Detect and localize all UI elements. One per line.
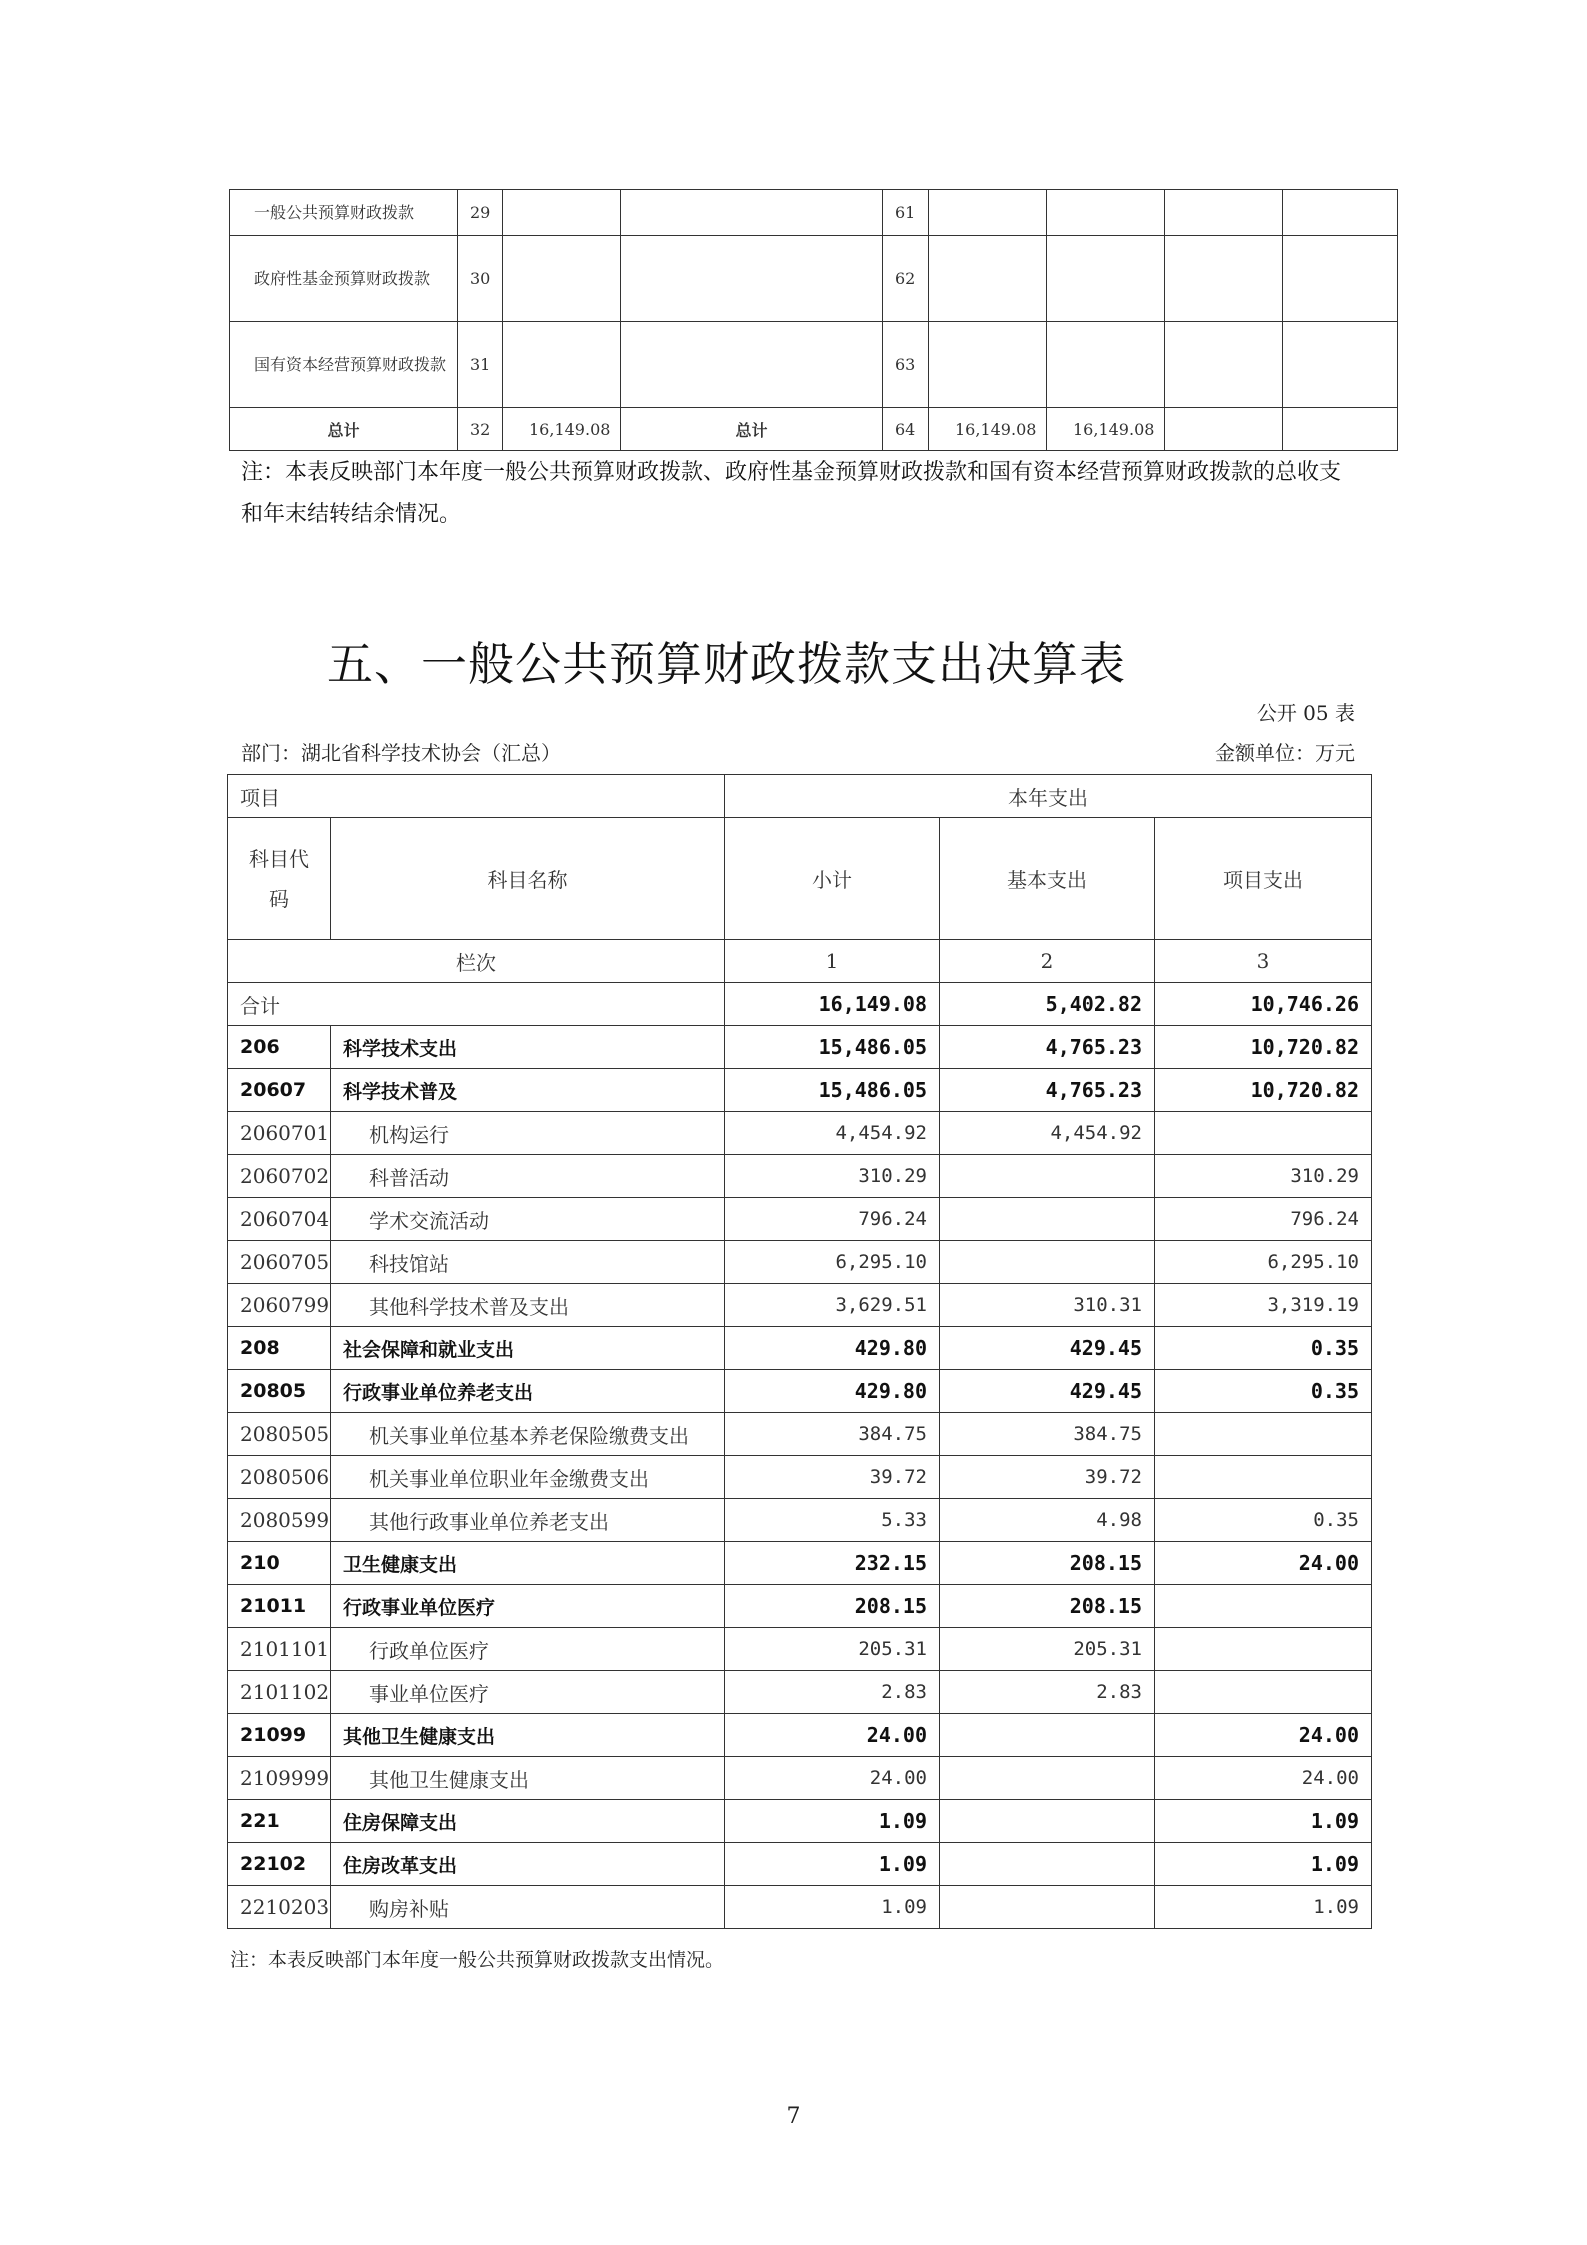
row-subtotal: 3,629.51 bbox=[725, 1284, 940, 1327]
grand-total-subtotal: 16,149.08 bbox=[725, 983, 940, 1026]
row-project: 10,720.82 bbox=[1155, 1026, 1372, 1069]
table-header bbox=[228, 775, 1372, 1026]
row-basic: 4,765.23 bbox=[940, 1026, 1155, 1069]
header-name: 科目名称 bbox=[331, 818, 725, 940]
row-code: 206 bbox=[228, 1026, 331, 1069]
table-body bbox=[228, 1026, 1372, 1929]
income-expenditure-table-continued bbox=[229, 189, 1398, 451]
total-cell bbox=[1283, 408, 1398, 451]
row-cell bbox=[1283, 322, 1398, 408]
grand-total-label: 合计 bbox=[228, 983, 725, 1026]
total-label-right: 总计 bbox=[621, 408, 883, 451]
row-subtotal: 24.00 bbox=[725, 1714, 940, 1757]
row-name: 政府性基金预算财政拨款 bbox=[230, 236, 458, 322]
row-subtotal: 15,486.05 bbox=[725, 1069, 940, 1112]
header-this-year: 本年支出 bbox=[725, 775, 1372, 818]
row-basic: 208.15 bbox=[940, 1585, 1155, 1628]
row-name: 学术交流活动 bbox=[331, 1198, 725, 1241]
row-name-right bbox=[621, 322, 883, 408]
row-name-right bbox=[621, 190, 883, 236]
table-row bbox=[228, 1413, 1372, 1456]
table-row bbox=[228, 1155, 1372, 1198]
row-name: 住房保障支出 bbox=[331, 1800, 725, 1843]
row-subtotal: 1.09 bbox=[725, 1800, 940, 1843]
table-row bbox=[228, 1069, 1372, 1112]
row-project: 0.35 bbox=[1155, 1370, 1372, 1413]
row-basic: 384.75 bbox=[940, 1413, 1155, 1456]
grand-total-project: 10,746.26 bbox=[1155, 983, 1372, 1026]
row-code: 2060704 bbox=[228, 1198, 331, 1241]
row-cell bbox=[929, 190, 1047, 236]
row-cell bbox=[1047, 190, 1165, 236]
row-subtotal: 5.33 bbox=[725, 1499, 940, 1542]
row-basic bbox=[940, 1800, 1155, 1843]
row-number-right: 62 bbox=[883, 236, 929, 322]
expenditure-table bbox=[227, 774, 1372, 1929]
row-name-right bbox=[621, 236, 883, 322]
table-row bbox=[228, 1198, 1372, 1241]
row-subtotal: 429.80 bbox=[725, 1370, 940, 1413]
row-basic bbox=[940, 1843, 1155, 1886]
row-number-right: 63 bbox=[883, 322, 929, 408]
total-row-number: 32 bbox=[458, 408, 503, 451]
row-basic bbox=[940, 1714, 1155, 1757]
row-code: 21011 bbox=[228, 1585, 331, 1628]
table-row bbox=[228, 1112, 1372, 1155]
row-basic: 2.83 bbox=[940, 1671, 1155, 1714]
row-subtotal: 39.72 bbox=[725, 1456, 940, 1499]
table-row bbox=[230, 322, 1398, 408]
table-row bbox=[228, 1628, 1372, 1671]
row-cell bbox=[1283, 236, 1398, 322]
column-number-row bbox=[228, 940, 1372, 983]
grand-total-basic: 5,402.82 bbox=[940, 983, 1155, 1026]
row-amount bbox=[503, 190, 621, 236]
header-code: 科目代码 bbox=[228, 818, 331, 940]
table-row bbox=[228, 1714, 1372, 1757]
row-cell bbox=[929, 236, 1047, 322]
row-subtotal: 232.15 bbox=[725, 1542, 940, 1585]
table-note: 注：本表反映部门本年度一般公共预算财政拨款、政府性基金预算财政拨款和国有资本经营预算财政拨款的总收支和年末结转结余情况。 bbox=[241, 460, 1342, 527]
row-basic: 429.45 bbox=[940, 1370, 1155, 1413]
row-name: 一般公共预算财政拨款 bbox=[230, 190, 458, 236]
row-code: 2101101 bbox=[228, 1628, 331, 1671]
row-project bbox=[1155, 1628, 1372, 1671]
row-code: 221 bbox=[228, 1800, 331, 1843]
table-row bbox=[228, 1585, 1372, 1628]
row-project: 796.24 bbox=[1155, 1198, 1372, 1241]
row-name: 其他卫生健康支出 bbox=[331, 1714, 725, 1757]
row-project: 24.00 bbox=[1155, 1714, 1372, 1757]
total-row bbox=[230, 408, 1398, 451]
row-project: 310.29 bbox=[1155, 1155, 1372, 1198]
row-name: 科普活动 bbox=[331, 1155, 725, 1198]
row-project bbox=[1155, 1456, 1372, 1499]
row-number: 29 bbox=[458, 190, 503, 236]
row-subtotal: 1.09 bbox=[725, 1886, 940, 1929]
table-row bbox=[228, 1499, 1372, 1542]
page-number: 7 bbox=[786, 2104, 801, 2129]
total-label: 总计 bbox=[230, 408, 458, 451]
row-code: 20805 bbox=[228, 1370, 331, 1413]
row-code: 21099 bbox=[228, 1714, 331, 1757]
row-project: 24.00 bbox=[1155, 1542, 1372, 1585]
total-row-number-right: 64 bbox=[883, 408, 929, 451]
row-name: 住房改革支出 bbox=[331, 1843, 725, 1886]
row-project bbox=[1155, 1413, 1372, 1456]
row-cell bbox=[1047, 236, 1165, 322]
row-code: 210 bbox=[228, 1542, 331, 1585]
row-basic bbox=[940, 1241, 1155, 1284]
column-number: 1 bbox=[725, 940, 940, 983]
row-name: 其他科学技术普及支出 bbox=[331, 1284, 725, 1327]
row-project bbox=[1155, 1585, 1372, 1628]
table-row bbox=[228, 1886, 1372, 1929]
row-project: 1.09 bbox=[1155, 1800, 1372, 1843]
row-code: 2060705 bbox=[228, 1241, 331, 1284]
row-name: 国有资本经营预算财政拨款 bbox=[230, 322, 458, 408]
row-name: 机关事业单位基本养老保险缴费支出 bbox=[331, 1413, 725, 1456]
table-row bbox=[228, 1757, 1372, 1800]
page-title: 五、一般公共预算财政拨款支出决算表 bbox=[327, 637, 1126, 691]
row-code: 20607 bbox=[228, 1069, 331, 1112]
header-item: 项目 bbox=[228, 775, 725, 818]
row-code: 2060799 bbox=[228, 1284, 331, 1327]
row-project: 0.35 bbox=[1155, 1327, 1372, 1370]
row-code: 2080599 bbox=[228, 1499, 331, 1542]
table-row bbox=[228, 1370, 1372, 1413]
row-subtotal: 4,454.92 bbox=[725, 1112, 940, 1155]
row-subtotal: 2.83 bbox=[725, 1671, 940, 1714]
row-name: 其他行政事业单位养老支出 bbox=[331, 1499, 725, 1542]
row-code: 2101102 bbox=[228, 1671, 331, 1714]
row-name: 科学技术普及 bbox=[331, 1069, 725, 1112]
unit-label: 金额单位：万元 bbox=[1215, 741, 1355, 765]
row-name: 卫生健康支出 bbox=[331, 1542, 725, 1585]
row-cell bbox=[1283, 190, 1398, 236]
row-name: 事业单位医疗 bbox=[331, 1671, 725, 1714]
row-cell bbox=[929, 322, 1047, 408]
row-cell bbox=[1165, 322, 1283, 408]
row-subtotal: 796.24 bbox=[725, 1198, 940, 1241]
table-row bbox=[228, 1241, 1372, 1284]
row-code: 2109999 bbox=[228, 1757, 331, 1800]
row-number: 31 bbox=[458, 322, 503, 408]
table-row bbox=[228, 1284, 1372, 1327]
top-table-body bbox=[230, 190, 1398, 451]
row-basic bbox=[940, 1757, 1155, 1800]
row-subtotal: 15,486.05 bbox=[725, 1026, 940, 1069]
row-basic: 4,765.23 bbox=[940, 1069, 1155, 1112]
total-cell bbox=[1165, 408, 1283, 451]
table-row bbox=[228, 1456, 1372, 1499]
row-amount bbox=[503, 322, 621, 408]
row-number-right: 61 bbox=[883, 190, 929, 236]
row-subtotal: 208.15 bbox=[725, 1585, 940, 1628]
total-amount: 16,149.08 bbox=[503, 408, 621, 451]
row-subtotal: 429.80 bbox=[725, 1327, 940, 1370]
row-subtotal: 6,295.10 bbox=[725, 1241, 940, 1284]
row-project: 6,295.10 bbox=[1155, 1241, 1372, 1284]
grand-total-row bbox=[228, 983, 1372, 1026]
table-row bbox=[228, 1542, 1372, 1585]
total-cell: 16,149.08 bbox=[929, 408, 1047, 451]
row-code: 2060702 bbox=[228, 1155, 331, 1198]
row-code: 2210203 bbox=[228, 1886, 331, 1929]
header-basic: 基本支出 bbox=[940, 818, 1155, 940]
row-code: 2060701 bbox=[228, 1112, 331, 1155]
row-name: 机关事业单位职业年金缴费支出 bbox=[331, 1456, 725, 1499]
table-row bbox=[230, 190, 1398, 236]
table-row bbox=[228, 1026, 1372, 1069]
row-basic: 205.31 bbox=[940, 1628, 1155, 1671]
row-name: 科学技术支出 bbox=[331, 1026, 725, 1069]
row-project: 10,720.82 bbox=[1155, 1069, 1372, 1112]
row-code: 2080506 bbox=[228, 1456, 331, 1499]
row-name: 机构运行 bbox=[331, 1112, 725, 1155]
row-subtotal: 1.09 bbox=[725, 1843, 940, 1886]
row-basic: 4,454.92 bbox=[940, 1112, 1155, 1155]
row-project: 1.09 bbox=[1155, 1843, 1372, 1886]
row-name: 行政事业单位医疗 bbox=[331, 1585, 725, 1628]
row-code: 208 bbox=[228, 1327, 331, 1370]
row-basic: 310.31 bbox=[940, 1284, 1155, 1327]
row-name: 行政事业单位养老支出 bbox=[331, 1370, 725, 1413]
table-row bbox=[228, 1800, 1372, 1843]
row-subtotal: 205.31 bbox=[725, 1628, 940, 1671]
row-cell bbox=[1165, 190, 1283, 236]
row-basic: 208.15 bbox=[940, 1542, 1155, 1585]
row-subtotal: 384.75 bbox=[725, 1413, 940, 1456]
column-number: 2 bbox=[940, 940, 1155, 983]
row-cell bbox=[1047, 322, 1165, 408]
header-subtotal: 小计 bbox=[725, 818, 940, 940]
row-basic bbox=[940, 1886, 1155, 1929]
row-code: 2080505 bbox=[228, 1413, 331, 1456]
row-name: 其他卫生健康支出 bbox=[331, 1757, 725, 1800]
row-basic: 4.98 bbox=[940, 1499, 1155, 1542]
row-project: 24.00 bbox=[1155, 1757, 1372, 1800]
column-label: 栏次 bbox=[228, 940, 725, 983]
row-basic bbox=[940, 1198, 1155, 1241]
department-label: 部门：湖北省科学技术协会（汇总） bbox=[241, 741, 561, 765]
row-name: 科技馆站 bbox=[331, 1241, 725, 1284]
row-subtotal: 310.29 bbox=[725, 1155, 940, 1198]
row-project bbox=[1155, 1112, 1372, 1155]
column-number: 3 bbox=[1155, 940, 1372, 983]
row-project: 0.35 bbox=[1155, 1499, 1372, 1542]
form-number: 公开 05 表 bbox=[1256, 701, 1355, 725]
table-row bbox=[228, 1671, 1372, 1714]
row-project bbox=[1155, 1671, 1372, 1714]
row-name: 购房补贴 bbox=[331, 1886, 725, 1929]
row-code: 22102 bbox=[228, 1843, 331, 1886]
header-row bbox=[228, 775, 1372, 818]
table-note: 注：本表反映部门本年度一般公共预算财政拨款支出情况。 bbox=[230, 1949, 725, 1971]
total-cell: 16,149.08 bbox=[1047, 408, 1165, 451]
row-name: 社会保障和就业支出 bbox=[331, 1327, 725, 1370]
table-row bbox=[228, 1327, 1372, 1370]
header-project: 项目支出 bbox=[1155, 818, 1372, 940]
row-basic: 429.45 bbox=[940, 1327, 1155, 1370]
row-project: 1.09 bbox=[1155, 1886, 1372, 1929]
table-row bbox=[230, 236, 1398, 322]
row-amount bbox=[503, 236, 621, 322]
row-number: 30 bbox=[458, 236, 503, 322]
header-row bbox=[228, 818, 1372, 940]
row-basic: 39.72 bbox=[940, 1456, 1155, 1499]
row-cell bbox=[1165, 236, 1283, 322]
row-project: 3,319.19 bbox=[1155, 1284, 1372, 1327]
row-basic bbox=[940, 1155, 1155, 1198]
table-row bbox=[228, 1843, 1372, 1886]
row-name: 行政单位医疗 bbox=[331, 1628, 725, 1671]
row-subtotal: 24.00 bbox=[725, 1757, 940, 1800]
